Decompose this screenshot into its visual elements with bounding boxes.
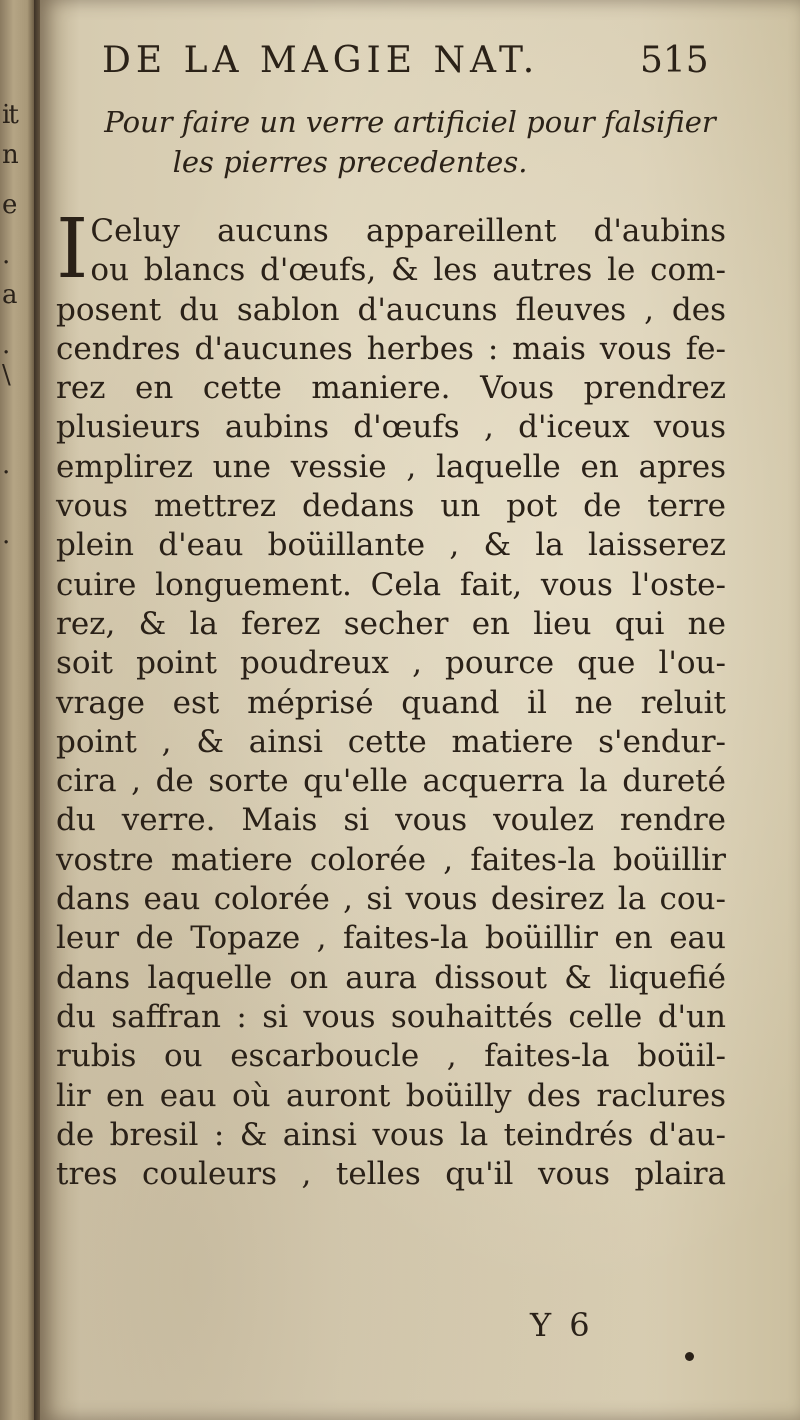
text-line: soit point poudreux , pource que l'ou-: [56, 645, 726, 682]
text-line: vous mettrez dedans un pot de terre: [56, 488, 726, 525]
text-line: du saffran : si vous souhaittés celle d'un: [56, 998, 726, 1035]
text-line: lir en eau où auront boüilly des raclures: [56, 1077, 726, 1114]
previous-page-fragment: \: [2, 360, 9, 390]
drop-cap: I: [56, 202, 89, 297]
previous-page-fragment: .: [2, 450, 9, 480]
text-line: Celuy aucuns appareillent d'aubins: [90, 213, 726, 249]
text-line: vostre matiere colorée , faites-la boüillir: [56, 841, 726, 878]
running-head: DE LA MAGIE NAT.: [102, 40, 540, 81]
text-line: rubis ou escarboucle , faites-la boüil-: [56, 1038, 726, 1075]
body-text: [56, 202, 726, 1194]
section-title-line: les pierres precedentes.: [172, 145, 528, 179]
text-line: rez en cette maniere. Vous prendrez: [56, 370, 726, 407]
previous-page-fragment: e: [2, 190, 16, 220]
text-line: de bresil : & ainsi vous la teindrés d'au-: [56, 1116, 726, 1153]
text-line: cendres d'aucunes herbes : mais vous fe-: [56, 330, 726, 367]
text-line: cira , de sorte qu'elle acquerra la dureté: [56, 763, 726, 800]
ink-spot: [685, 1352, 694, 1361]
text-line: dans laquelle on aura dissout & liquefié: [56, 959, 726, 996]
previous-page-fragment: n: [2, 140, 17, 170]
text-line: cuire longuement. Cela fait, vous l'oste-: [56, 566, 726, 603]
text-line: posent du sablon d'aucuns fleuves , des: [56, 291, 726, 328]
previous-page-fragment: a: [2, 280, 16, 310]
previous-page-fragment: .: [2, 240, 9, 270]
previous-page-fragment: .: [2, 330, 9, 360]
previous-page-edge: [0, 0, 34, 1420]
text-line: ou blancs d'œufs, & les autres le com-: [90, 252, 726, 289]
text-line: rez, & la ferez secher en lieu qui ne: [56, 605, 726, 642]
text-line: plein d'eau boüillante , & la laisserez: [56, 527, 726, 564]
text-line: leur de Topaze , faites-la boüillir en eau: [56, 920, 726, 957]
text-line: emplirez une vessie , laquelle en apres: [56, 448, 726, 485]
previous-page-fragment: it: [2, 100, 17, 130]
book-page: [40, 0, 800, 1420]
previous-page-fragment: .: [2, 520, 9, 550]
text-line: du verre. Mais si vous voulez rendre: [56, 802, 726, 839]
catchword-signature: Y 6: [530, 1306, 594, 1344]
text-line: vrage est méprisé quand il ne reluit: [56, 684, 726, 721]
text-line: tres couleurs , telles qu'il vous plaira: [56, 1156, 726, 1193]
section-title: [80, 102, 740, 182]
text-line: point , & ainsi cette matiere s'endur-: [56, 723, 726, 760]
text-line: dans eau colorée , si vous desirez la cou-: [56, 881, 726, 918]
page-number: 515: [640, 40, 709, 81]
text-line: plusieurs aubins d'œufs , d'iceux vous: [56, 409, 726, 446]
section-title-line: Pour faire un verre artificiel pour falsifier: [104, 105, 716, 139]
